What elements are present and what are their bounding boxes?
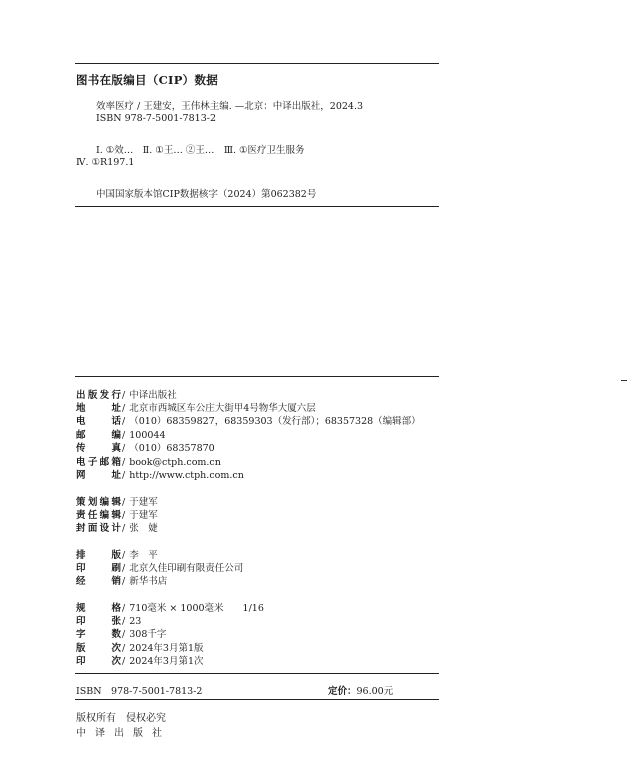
fax-row: 传真/ （010）68357870 xyxy=(76,443,215,454)
postcode-row: 邮编/ 100044 xyxy=(76,430,166,441)
address-label: 地址 xyxy=(76,403,121,414)
cip-subjects: Ⅰ. ①效… Ⅱ. ①王… ②王… Ⅲ. ①医疗卫生服务 xyxy=(96,145,305,156)
printing-times-row: 印次/ 2024年3月第1次 xyxy=(76,656,204,667)
distribution-label: 经销 xyxy=(76,576,121,587)
postcode-value: 100044 xyxy=(129,430,166,441)
responsible-editor-label: 责任编辑 xyxy=(76,510,121,521)
edition-label: 版次 xyxy=(76,643,121,654)
email-row: 电子邮箱/ book@ctph.com.cn xyxy=(76,457,221,468)
typesetting-value: 李 平 xyxy=(129,550,158,561)
top-rule xyxy=(75,63,439,64)
email-value: book@ctph.com.cn xyxy=(129,457,221,468)
publisher-row: 出版发行/ 中译出版社 xyxy=(76,390,177,401)
cover-design-label: 封面设计 xyxy=(76,523,121,534)
printing-value: 北京久佳印刷有限责任公司 xyxy=(129,563,244,574)
format-row: 规格/ 710毫米 × 1000毫米 1/16 xyxy=(76,603,264,614)
typesetting-label: 排版 xyxy=(76,550,121,561)
address-value: 北京市西城区车公庄大街甲4号物华大厦六层 xyxy=(129,403,316,414)
cip-classification: Ⅳ. ①R197.1 xyxy=(76,157,135,168)
price-value: 96.00元 xyxy=(356,686,394,697)
phone-row: 电话/ （010）68359827，68359303（发行部）；68357328（编辑部） xyxy=(76,416,421,427)
address-row: 地址/ 北京市西城区车公庄大街甲4号物华大厦六层 xyxy=(76,403,316,414)
responsible-editor-value: 于建军 xyxy=(129,510,158,521)
price xyxy=(328,683,393,697)
price-label: 定价： xyxy=(328,686,357,697)
footer-top-rule xyxy=(75,673,439,674)
phone-label: 电话 xyxy=(76,416,121,427)
word-count-label: 字数 xyxy=(76,629,121,640)
printing-times-label: 印次 xyxy=(76,656,121,667)
rights-statement: 版权所有 侵权必究 xyxy=(76,713,166,724)
footer-bottom-rule xyxy=(75,699,439,700)
website-value: http://www.ctph.com.cn xyxy=(129,470,244,481)
cip-bottom-rule xyxy=(75,206,439,207)
cover-design-value: 张 婕 xyxy=(129,523,158,534)
printing-row: 印刷/ 北京久佳印刷有限责任公司 xyxy=(76,563,244,574)
website-row: 网址/ http://www.ctph.com.cn xyxy=(76,470,244,481)
word-count-value: 308千字 xyxy=(129,629,167,640)
responsible-editor-row: 责任编辑/ 于建军 xyxy=(76,510,158,521)
typesetting-row: 排版/ 李 平 xyxy=(76,550,158,561)
distribution-value: 新华书店 xyxy=(129,576,168,587)
cip-record-number: 中国国家版本馆CIP数据核字（2024）第062382号 xyxy=(96,189,317,200)
printing-times-value: 2024年3月第1次 xyxy=(129,656,204,667)
cip-isbn: ISBN 978-7-5001-7813-2 xyxy=(96,113,216,124)
info-top-rule xyxy=(75,376,439,377)
edition-value: 2024年3月第1版 xyxy=(129,643,204,654)
postcode-label: 邮编 xyxy=(76,430,121,441)
phone-value: （010）68359827，68359303（发行部）；68357328（编辑部） xyxy=(129,416,421,427)
planning-editor-row: 策划编辑/ 于建军 xyxy=(76,497,158,508)
website-label: 网址 xyxy=(76,470,121,481)
fax-label: 传真 xyxy=(76,443,121,454)
publisher-label: 出版发行 xyxy=(76,390,121,401)
publisher-value: 中译出版社 xyxy=(129,390,177,401)
cover-design-row: 封面设计/ 张 婕 xyxy=(76,523,158,534)
planning-editor-value: 于建军 xyxy=(129,497,158,508)
cip-title: 图书在版编目（CIP）数据 xyxy=(76,73,219,87)
sheets-label: 印张 xyxy=(76,616,121,627)
fax-value: （010）68357870 xyxy=(129,443,215,454)
sheets-row: 印张/ 23 xyxy=(76,616,142,627)
printing-label: 印刷 xyxy=(76,563,121,574)
email-label: 电子邮箱 xyxy=(76,457,121,468)
distribution-row: 经销/ 新华书店 xyxy=(76,576,168,587)
crop-mark xyxy=(621,380,627,381)
format-value: 710毫米 × 1000毫米 1/16 xyxy=(129,603,264,614)
format-label: 规格 xyxy=(76,603,121,614)
sheets-value: 23 xyxy=(129,616,142,627)
planning-editor-label: 策划编辑 xyxy=(76,497,121,508)
footer-publisher: 中译出版社 xyxy=(76,728,171,739)
cip-description: 效率医疗 / 王建安，王伟林主编. —北京：中译出版社，2024.3 xyxy=(96,101,364,112)
edition-row: 版次/ 2024年3月第1版 xyxy=(76,643,204,654)
word-count-row: 字数/ 308千字 xyxy=(76,629,167,640)
footer-isbn: ISBN 978-7-5001-7813-2 xyxy=(76,686,203,697)
